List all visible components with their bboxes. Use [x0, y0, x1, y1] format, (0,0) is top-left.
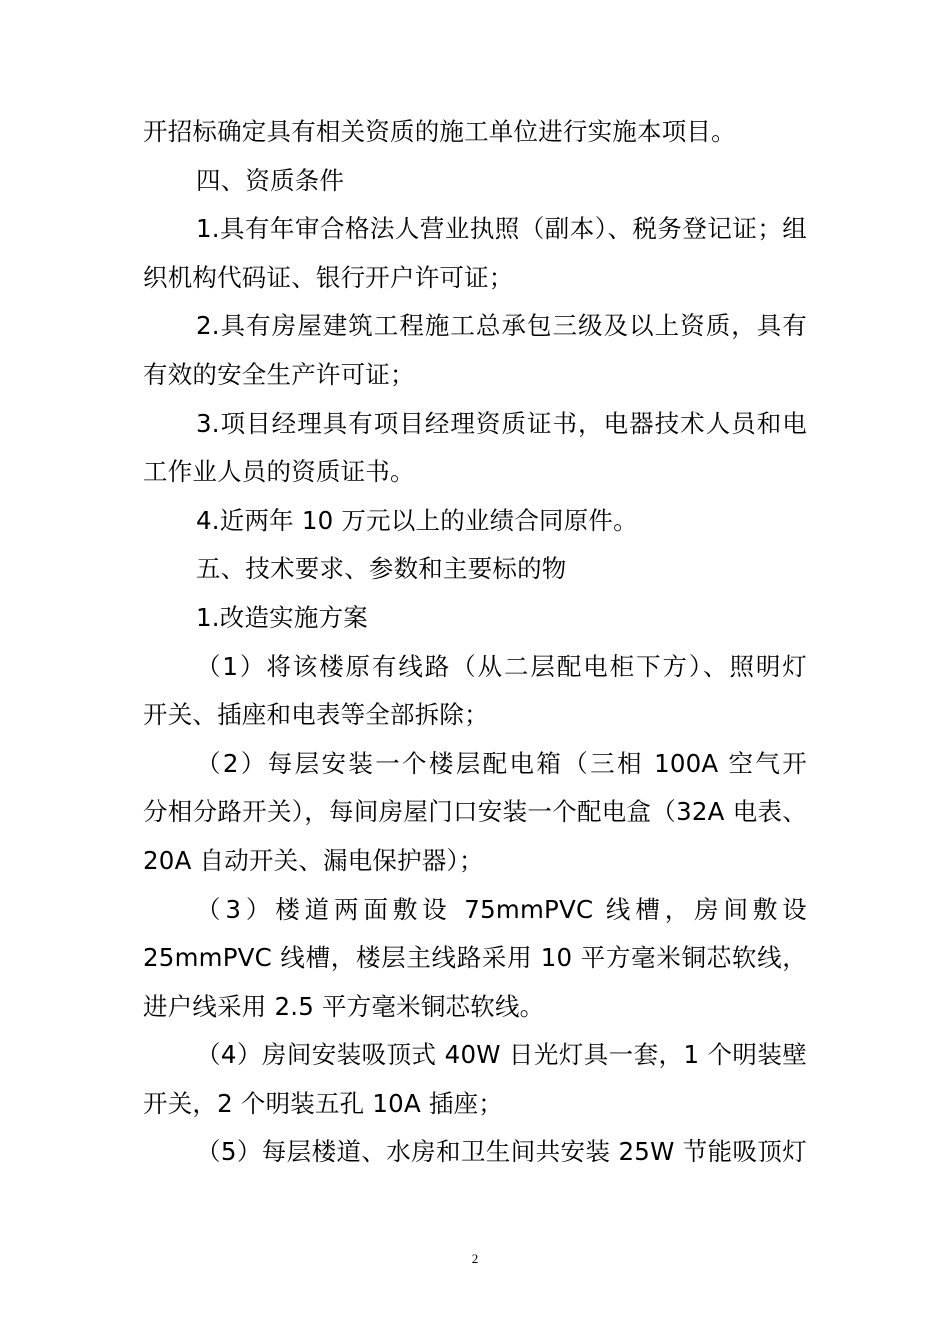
paragraph-line: 开关，2 个明装五孔 10A 插座；: [143, 1088, 503, 1118]
paragraph-line: （3）楼道两面敷设 75mmPVC 线槽，房间敷设: [196, 894, 807, 924]
paragraph-line: 2.具有房屋建筑工程施工总承包三级及以上资质，具有: [196, 311, 807, 341]
paragraph-line: （5）每层楼道、水房和卫生间共安装 25W 节能吸顶灯: [196, 1137, 807, 1167]
document-body: [143, 108, 807, 1177]
page-number: 2: [471, 1251, 479, 1266]
paragraph-line: 开招标确定具有相关资质的施工单位进行实施本项目。: [143, 117, 736, 146]
paragraph-line: （4）房间安装吸顶式 40W 日光灯具一套，1 个明装壁: [196, 1040, 807, 1070]
section-heading-qualifications: 四、资质条件: [196, 165, 345, 195]
paragraph-line: 3.项目经理具有项目经理资质证书，电器技术人员和电: [196, 408, 807, 438]
paragraph-line: 进户线采用 2.5 平方毫米铜芯软线。: [143, 991, 545, 1021]
paragraph-line: 有效的安全生产许可证；: [143, 359, 415, 389]
paragraph-line: （2）每层安装一个楼层配电箱（三相 100A 空气开: [196, 748, 807, 778]
paragraph-line: 开关、插座和电表等全部拆除；: [143, 700, 489, 730]
paragraph-line: 织机构代码证、银行开户许可证；: [143, 262, 514, 292]
paragraph-line: 分相分路开关），每间房屋门口安装一个配电盒（32A 电表、: [143, 797, 807, 827]
paragraph-line: 4.近两年 10 万元以上的业绩合同原件。: [196, 505, 638, 535]
subsection-heading: 1.改造实施方案: [196, 602, 368, 632]
paragraph-line: 工作业人员的资质证书。: [143, 457, 415, 487]
paragraph-line: 20A 自动开关、漏电保护器）；: [143, 845, 484, 875]
section-heading-technical-requirements: 五、技术要求、参数和主要标的物: [196, 554, 567, 584]
paragraph-line: （1）将该楼原有线路（从二层配电柜下方）、照明灯: [196, 651, 807, 681]
paragraph-line: 1.具有年审合格法人营业执照（副本）、税务登记证；组: [196, 214, 807, 244]
paragraph-line: 25mmPVC 线槽，楼层主线路采用 10 平方毫米铜芯软线，: [143, 943, 807, 973]
